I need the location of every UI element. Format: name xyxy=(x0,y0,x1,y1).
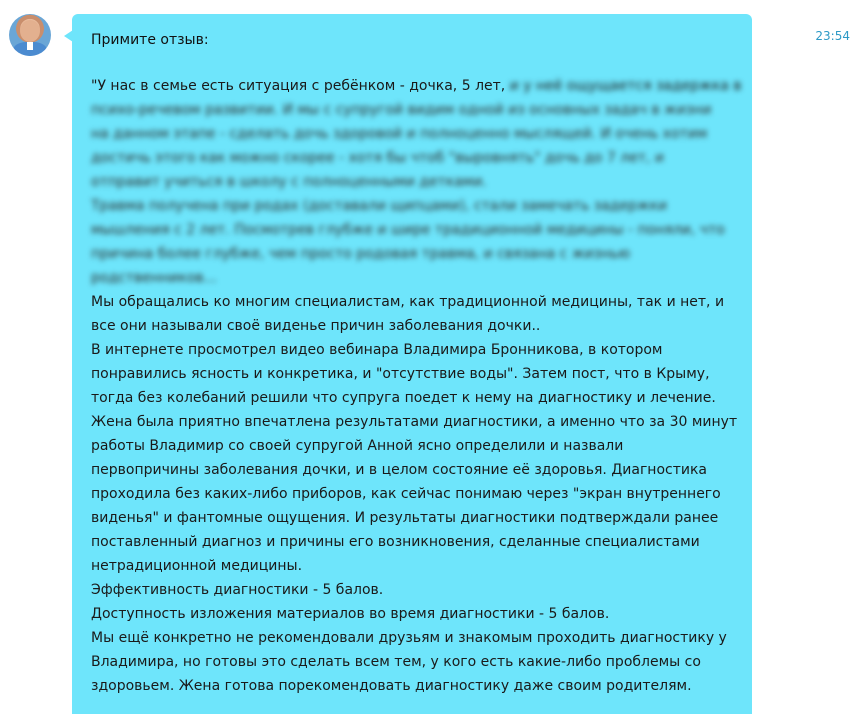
message-bubble[interactable] xyxy=(72,14,752,714)
blurred-line: причина более глубже, чем просто родовая травма, и связана с жизнью xyxy=(91,246,631,262)
blurred-line: родственников... xyxy=(91,270,217,286)
message-timestamp: 23:54 xyxy=(815,29,850,43)
message-line: виденья" и фантомные ощущения. И результаты диагностики подтверждали ранее xyxy=(91,510,719,526)
message-line: первопричины заболевания дочки, и в целом состояние её здоровья. Диагностика xyxy=(91,462,707,478)
blurred-line: на данном этапе - сделать дочь здоровой и полноценно мыслящей. И очень хотим xyxy=(91,126,708,142)
message-line: Эффективность диагностики - 5 балов. xyxy=(91,582,384,598)
message-line: здоровьем. Жена готова порекомендовать диагностику даже своим родителям. xyxy=(91,678,692,694)
message-line: поставленный диагноз и причины его возникновения, сделанные специалистами xyxy=(91,534,700,550)
blurred-line: отправит учиться в школу с полноценными детками. xyxy=(91,174,487,190)
blurred-line: достичь этого как можно скорее - хотя бы чтоб "выровнять" дочь до 7 лет, и xyxy=(91,150,664,166)
message-line: Мы ещё конкретно не рекомендовали друзьям и знакомым проходить диагностику у xyxy=(91,630,727,646)
message-line: понравились ясность и конкретика, и "отсутствие воды". Затем пост, что в Крыму, xyxy=(91,366,710,382)
avatar-face xyxy=(20,20,40,42)
blurred-line: Травма получена при родах (доставали щипцами), стали замечать задержки xyxy=(91,198,668,214)
message-first-line xyxy=(91,74,742,98)
message-line: Мы обращались ко многим специалистам, как традиционной медицины, так и нет, и xyxy=(91,294,725,310)
sender-avatar[interactable] xyxy=(9,14,51,56)
first-line-visible: "У нас в семье есть ситуация с ребёнком - дочка, 5 лет, xyxy=(91,78,506,94)
message-line: тогда без колебаний решили что супруга поедет к нему на диагностику и лечение. xyxy=(91,390,716,406)
message-line: Жена была приятно впечатлена результатами диагностики, а именно что за 30 минут xyxy=(91,414,738,430)
message-header: Примите отзыв: xyxy=(91,32,209,48)
first-line-blurred: и у неё ощущается задержка в xyxy=(505,78,742,94)
message-line: все они называли своё виденье причин заболевания дочки.. xyxy=(91,318,541,334)
blurred-line: психо-речевом развитии. И мы с супругой видим одной из основных задач в жизни xyxy=(91,102,712,118)
blurred-line: мышления с 2 лет. Посмотрев глубже и шире традиционной медицины - поняли, что xyxy=(91,222,725,238)
message-line: Доступность изложения материалов во время диагностики - 5 балов. xyxy=(91,606,610,622)
message-line: работы Владимир со своей супругой Анной ясно определили и назвали xyxy=(91,438,624,454)
message-body xyxy=(91,74,742,698)
avatar-shirt xyxy=(13,42,47,56)
message-line: Владимира, но готовы это сделать всем тем, у кого есть какие-либо проблемы со xyxy=(91,654,701,670)
message-line: В интернете просмотрел видео вебинара Владимира Бронникова, в котором xyxy=(91,342,663,358)
message-line: нетрадиционной медицины. xyxy=(91,558,303,574)
message-line: проходила без каких-либо приборов, как сейчас понимаю через "экран внутреннего xyxy=(91,486,721,502)
